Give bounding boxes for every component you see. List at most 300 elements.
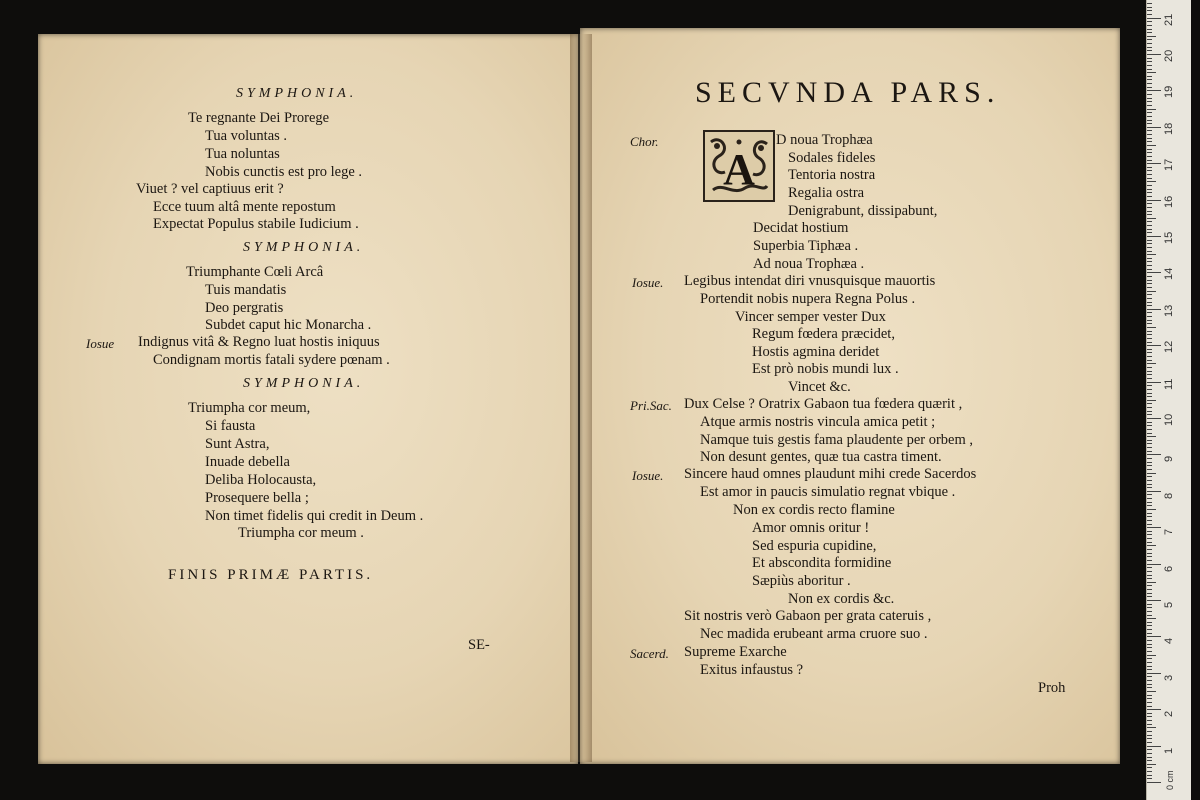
verse-line: Viuet ? vel captiuus erit ? (136, 181, 284, 197)
ruler-tick (1147, 149, 1152, 150)
ruler-tick (1147, 309, 1161, 310)
ruler-tick (1147, 320, 1152, 321)
verse-line: Sæpiùs aboritur . (752, 573, 851, 589)
catchword: SE- (468, 637, 490, 653)
symphonia-heading-2: SYMPHONIA. (243, 240, 365, 255)
ruler-tick (1147, 771, 1152, 772)
ruler-tick (1147, 556, 1152, 557)
ruler-tick (1147, 629, 1152, 630)
ruler-number: 6 (1163, 565, 1175, 572)
verse-line: Tentoria nostra (788, 167, 876, 183)
ruler-tick (1147, 192, 1152, 193)
ruler-tick (1147, 480, 1152, 481)
ruler-tick (1147, 447, 1152, 448)
ruler-tick (1147, 367, 1152, 368)
verse-line: Condignam mortis fatali sydere pœnam . (153, 352, 390, 368)
verse-line: Non timet fidelis qui credit in Deum . (205, 508, 424, 524)
ruler-tick (1147, 331, 1152, 332)
ruler-tick (1147, 338, 1152, 339)
ruler-number: 9 (1163, 456, 1175, 463)
ruler-tick (1147, 101, 1152, 102)
ruler-tick (1147, 673, 1161, 674)
ruler-tick (1147, 662, 1152, 663)
ruler-tick (1147, 21, 1152, 22)
ruler-tick (1147, 207, 1152, 208)
finis-primae-partis: FINIS PRIMÆ PARTIS. (168, 567, 374, 583)
ruler-tick (1147, 32, 1152, 33)
ruler-tick (1147, 560, 1152, 561)
ruler-tick (1147, 200, 1161, 201)
verse-line: Atque armis nostris vincula amica petit ; (700, 414, 936, 430)
verse-line: Deo pergratis (205, 300, 284, 316)
ruler-tick (1147, 393, 1152, 394)
verse-line: Namque tuis gestis fama plaudente per orbem , (700, 432, 974, 448)
ruler-tick (1147, 753, 1152, 754)
verse-line: Non ex cordis &c. (788, 591, 895, 607)
verse-line: Non desunt gentes, quæ tua castra timent. (700, 449, 942, 465)
ruler-tick (1147, 69, 1152, 70)
ruler-tick (1147, 14, 1152, 15)
ruler-tick (1147, 61, 1152, 62)
symphonia-heading-1: SYMPHONIA. (236, 86, 358, 101)
ruler-tick (1147, 596, 1152, 597)
symphonia-heading-3: SYMPHONIA. (243, 376, 365, 391)
ruler-tick (1147, 152, 1152, 153)
ruler-tick (1147, 269, 1152, 270)
ruler-tick (1147, 272, 1161, 273)
verse-line: Hostis agmina deridet (752, 344, 880, 360)
ruler-tick (1147, 276, 1152, 277)
ruler-tick (1147, 29, 1152, 30)
ruler-tick (1147, 655, 1156, 656)
ruler-tick (1147, 54, 1161, 55)
ruler-tick (1147, 538, 1152, 539)
ruler-tick (1147, 644, 1152, 645)
verse-line: Et abscondita formidine (752, 555, 892, 571)
ruler-tick (1147, 443, 1152, 444)
ruler-tick (1147, 356, 1152, 357)
ruler-tick (1147, 746, 1161, 747)
verse-line: Ad noua Trophæa . (753, 256, 865, 272)
ruler-tick (1147, 120, 1152, 121)
ruler-tick (1147, 666, 1152, 667)
ruler-tick (1147, 706, 1152, 707)
book-gutter (570, 34, 592, 762)
ruler-tick (1147, 691, 1156, 692)
ruler-tick (1147, 130, 1152, 131)
ruler-number: 10 (1163, 413, 1175, 426)
ruler-tick (1147, 229, 1152, 230)
ruler-number: 13 (1163, 304, 1175, 317)
ruler-tick (1147, 534, 1152, 535)
ruler-tick (1147, 527, 1161, 528)
ruler-tick (1147, 211, 1152, 212)
ruler-tick (1147, 676, 1152, 677)
speaker-iosue: Iosue. (632, 468, 664, 483)
ruler-tick (1147, 516, 1152, 517)
verse-line: Nobis cunctis est pro lege . (205, 164, 363, 180)
ruler-tick (1147, 345, 1161, 346)
verse-line: Portendit nobis nupera Regna Polus . (700, 291, 916, 307)
ruler-number: 4 (1163, 638, 1175, 645)
ruler-tick (1147, 371, 1152, 372)
ruler-tick (1147, 436, 1156, 437)
ruler-tick (1147, 549, 1152, 550)
ruler-tick (1147, 640, 1152, 641)
verse-line: Sit nostris verò Gabaon per grata cateruis , (684, 608, 932, 624)
verse-line: Supreme Exarche (684, 644, 787, 660)
verse-line: Triumpha cor meum . (238, 525, 364, 541)
ruler-tick (1147, 123, 1152, 124)
ruler-tick (1147, 429, 1152, 430)
ruler-tick (1147, 58, 1152, 59)
ruler-tick (1147, 141, 1152, 142)
ruler-tick (1147, 116, 1152, 117)
ruler-tick (1147, 203, 1152, 204)
ruler-tick (1147, 647, 1152, 648)
ruler-tick (1147, 43, 1152, 44)
ruler-tick (1147, 39, 1152, 40)
ruler-number: 5 (1163, 601, 1175, 608)
ruler-tick (1147, 724, 1152, 725)
ruler-tick (1147, 50, 1152, 51)
ruler-tick (1147, 658, 1152, 659)
ruler-tick (1147, 698, 1152, 699)
ruler-tick (1147, 181, 1156, 182)
left-page (38, 34, 578, 764)
ruler-tick (1147, 524, 1152, 525)
ruler-tick (1147, 716, 1152, 717)
ruler-tick (1147, 221, 1152, 222)
ruler-tick (1147, 327, 1156, 328)
ruler-number: 19 (1163, 86, 1175, 99)
verse-line: Prosequere bella ; (205, 490, 309, 506)
verse-line: Exitus infaustus ? (700, 662, 804, 678)
ruler-tick (1147, 298, 1152, 299)
verse-line: Subdet caput hic Monarcha . (205, 317, 372, 333)
verse-line: Inuade debella (205, 454, 290, 470)
verse-line: Est prò nobis mundi lux . (752, 361, 899, 377)
ruler-tick (1147, 418, 1161, 419)
verse-line: Si fausta (205, 418, 256, 434)
ruler-number: 16 (1163, 195, 1175, 208)
ruler-tick (1147, 767, 1152, 768)
verse-line: Sunt Astra, (205, 436, 270, 452)
verse-line: Tua noluntas (205, 146, 280, 162)
ruler-tick (1147, 3, 1152, 4)
verse-line: D noua Trophæa (776, 132, 873, 148)
decorated-initial (703, 130, 775, 202)
ruler-tick (1147, 243, 1152, 244)
verse-line: Superbia Tiphæa . (753, 238, 859, 254)
ruler-tick (1147, 742, 1152, 743)
ruler-tick (1147, 156, 1152, 157)
ruler-tick (1147, 240, 1152, 241)
ruler-tick (1147, 487, 1152, 488)
ruler-tick (1147, 360, 1152, 361)
verse-line: Decidat hostium (753, 220, 849, 236)
ruler-tick (1147, 72, 1156, 73)
ruler-tick (1147, 185, 1152, 186)
ruler-tick (1147, 214, 1152, 215)
verse-line: Nec madida erubeant arma cruore suo . (700, 626, 928, 642)
verse-line: Sed espuria cupidine, (752, 538, 877, 554)
ruler-tick (1147, 98, 1152, 99)
ruler-tick (1147, 145, 1156, 146)
ruler-tick (1147, 589, 1152, 590)
ruler-tick (1147, 65, 1152, 66)
verse-line: Amor omnis oritur ! (752, 520, 870, 536)
ruler-tick (1147, 513, 1152, 514)
ruler-tick (1147, 465, 1152, 466)
ruler-tick (1147, 109, 1156, 110)
ruler-tick (1147, 174, 1152, 175)
ruler-tick (1147, 105, 1152, 106)
ruler-tick (1147, 291, 1156, 292)
ruler-tick (1147, 389, 1152, 390)
ruler-tick (1147, 247, 1152, 248)
ruler-tick (1147, 178, 1152, 179)
ruler-tick (1147, 633, 1152, 634)
ruler-tick (1147, 160, 1152, 161)
page-title: SECVNDA PARS. (695, 76, 1001, 109)
ruler-tick (1147, 94, 1152, 95)
ruler-tick (1147, 134, 1152, 135)
verse-line: Regum fœdera præcidet, (752, 326, 895, 342)
verse-line: Tuis mandatis (205, 282, 287, 298)
ruler-tick (1147, 127, 1161, 128)
ruler-tick (1147, 261, 1152, 262)
ruler-tick (1147, 545, 1156, 546)
verse-line: Legibus intendat diri vnusquisque mauortis (684, 273, 936, 289)
ruler-tick (1147, 615, 1152, 616)
ruler-tick (1147, 618, 1156, 619)
ruler-number: 12 (1163, 340, 1175, 354)
verse-line: Regalia ostra (788, 185, 865, 201)
ruler-tick (1147, 36, 1156, 37)
catchword: Proh (1038, 680, 1066, 696)
ruler-tick (1147, 680, 1152, 681)
verse-line: Te regnante Dei Prorege (188, 110, 330, 126)
ruler-tick (1147, 720, 1152, 721)
ruler-tick (1147, 454, 1161, 455)
speaker-prisac: Pri.Sac. (630, 398, 672, 413)
ruler-number: 8 (1163, 492, 1175, 499)
ruler-tick (1147, 462, 1152, 463)
ruler-tick (1147, 407, 1152, 408)
ruler-tick (1147, 349, 1152, 350)
ruler-tick (1147, 531, 1152, 532)
open-book (30, 28, 1125, 763)
ruler-tick (1147, 484, 1152, 485)
ruler-tick (1147, 287, 1152, 288)
ruler-tick (1147, 502, 1152, 503)
ruler-tick (1147, 611, 1152, 612)
ruler-tick (1147, 553, 1152, 554)
ruler-tick (1147, 312, 1152, 313)
ruler-tick (1147, 604, 1152, 605)
ruler-number: 20 (1163, 49, 1175, 62)
ruler-number: 2 (1163, 711, 1175, 718)
ruler-tick (1147, 76, 1152, 77)
ruler-tick (1147, 280, 1152, 281)
ruler-tick (1147, 316, 1152, 317)
ruler-number: 15 (1163, 231, 1175, 244)
ruler-tick (1147, 687, 1152, 688)
verse-line: Vincet &c. (788, 379, 851, 395)
speaker-chor: Chor. (630, 134, 659, 149)
verse-line: Tua voluntas . (205, 128, 288, 144)
ruler-tick (1147, 163, 1161, 164)
ruler-tick (1147, 25, 1152, 26)
ruler-tick (1147, 112, 1152, 113)
ruler-tick (1147, 433, 1152, 434)
speaker-iosue: Iosue (86, 336, 115, 351)
ruler-tick (1147, 775, 1152, 776)
ruler-tick (1147, 283, 1152, 284)
ruler-tick (1147, 425, 1152, 426)
ruler-tick (1147, 363, 1156, 364)
ruler-number: 7 (1163, 529, 1175, 536)
ruler-tick (1147, 498, 1152, 499)
ruler-tick (1147, 505, 1152, 506)
ruler-tick (1147, 251, 1152, 252)
ruler-tick (1147, 669, 1152, 670)
ruler-tick (1147, 738, 1152, 739)
ruler-tick (1147, 440, 1152, 441)
verse-line: Sincere haud omnes plaudunt mihi crede Sacerdos (684, 466, 977, 482)
ruler-tick (1147, 18, 1161, 19)
ruler-number: 1 (1163, 747, 1175, 754)
ruler-tick (1147, 196, 1152, 197)
verse-line: Triumpha cor meum, (188, 400, 311, 416)
verse-line: Expectat Populus stabile Iudicium . (153, 216, 359, 232)
ruler-number: 17 (1163, 158, 1175, 172)
verse-line: Non ex cordis recto flamine (733, 502, 895, 518)
ruler-tick (1147, 458, 1152, 459)
ruler-tick (1147, 578, 1152, 579)
ruler-tick (1147, 607, 1152, 608)
ruler-tick (1147, 236, 1161, 237)
ruler-tick (1147, 258, 1152, 259)
ruler-unit-label: 0 cm (1165, 770, 1175, 790)
ruler-tick (1147, 749, 1152, 750)
ruler-tick (1147, 760, 1152, 761)
ruler-tick (1147, 709, 1161, 710)
ruler-tick (1147, 422, 1152, 423)
ruler-number: 3 (1163, 674, 1175, 681)
ruler-tick (1147, 713, 1152, 714)
ruler-tick (1147, 403, 1152, 404)
verse-line: Denigrabunt, dissipabunt, (788, 203, 938, 219)
ruler-tick (1147, 302, 1152, 303)
ruler-tick (1147, 47, 1152, 48)
ruler-tick (1147, 651, 1152, 652)
ruler-tick (1147, 702, 1152, 703)
ruler-tick (1147, 167, 1152, 168)
ruler-tick (1147, 378, 1152, 379)
ruler-tick (1147, 189, 1152, 190)
ruler-tick (1147, 79, 1152, 80)
ruler-tick (1147, 625, 1152, 626)
ruler-number: 18 (1163, 122, 1175, 135)
ruler-number: 21 (1163, 13, 1175, 26)
ruler-tick (1147, 542, 1152, 543)
verse-line: Indignus vitâ & Regno luat hostis iniquus (138, 334, 380, 350)
ruler-tick (1147, 622, 1152, 623)
ruler-tick (1147, 232, 1152, 233)
ruler-tick (1147, 7, 1152, 8)
ruler-tick (1147, 567, 1152, 568)
ruler-tick (1147, 90, 1161, 91)
ruler-tick (1147, 414, 1152, 415)
ruler-tick (1147, 218, 1156, 219)
speaker-iosue: Iosue. (632, 275, 664, 290)
ruler-tick (1147, 727, 1156, 728)
ruler-tick (1147, 225, 1152, 226)
ruler-tick (1147, 294, 1152, 295)
ruler-tick (1147, 494, 1152, 495)
ruler-tick (1147, 385, 1152, 386)
ruler-tick (1147, 571, 1152, 572)
ruler-tick (1147, 695, 1152, 696)
ruler-tick (1147, 636, 1161, 637)
ruler-tick (1147, 400, 1156, 401)
ruler-tick (1147, 87, 1152, 88)
ruler-tick (1147, 323, 1152, 324)
verse-line: Sodales fideles (788, 150, 876, 166)
ruler-tick (1147, 10, 1152, 11)
ruler-tick (1147, 305, 1152, 306)
measurement-ruler (1146, 0, 1191, 800)
ruler-tick (1147, 411, 1152, 412)
ruler-tick (1147, 254, 1156, 255)
ruler-tick (1147, 782, 1161, 783)
speaker-sacerd: Sacerd. (630, 646, 669, 661)
ruler-tick (1147, 764, 1156, 765)
ruler-tick (1147, 684, 1152, 685)
ruler-tick (1147, 582, 1156, 583)
ruler-tick (1147, 374, 1152, 375)
verse-line: Est amor in paucis simulatio regnat vbique . (700, 484, 956, 500)
initial-letter: A (723, 145, 755, 194)
ruler-tick (1147, 451, 1152, 452)
ruler-tick (1147, 476, 1152, 477)
ruler-tick (1147, 593, 1152, 594)
verse-line: Deliba Holocausta, (205, 472, 317, 488)
ruler-tick (1147, 600, 1161, 601)
ruler-tick (1147, 342, 1152, 343)
ruler-tick (1147, 265, 1152, 266)
ruler-tick (1147, 382, 1161, 383)
ruler-number: 11 (1163, 378, 1175, 390)
ruler-tick (1147, 735, 1152, 736)
ruler-tick (1147, 575, 1152, 576)
ruler-tick (1147, 138, 1152, 139)
ruler-tick (1147, 564, 1161, 565)
ruler-tick (1147, 731, 1152, 732)
ruler-tick (1147, 520, 1152, 521)
verse-line: Ecce tuum altâ mente repostum (153, 199, 336, 215)
verse-line: Dux Celse ? Oratrix Gabaon tua fœdera quærit , (684, 396, 963, 412)
ruler-tick (1147, 334, 1152, 335)
ruler-tick (1147, 491, 1161, 492)
verse-line: Vincer semper vester Dux (735, 309, 886, 325)
ruler-tick (1147, 585, 1152, 586)
ruler-tick (1147, 352, 1152, 353)
ruler-tick (1147, 170, 1152, 171)
ruler-tick (1147, 778, 1152, 779)
